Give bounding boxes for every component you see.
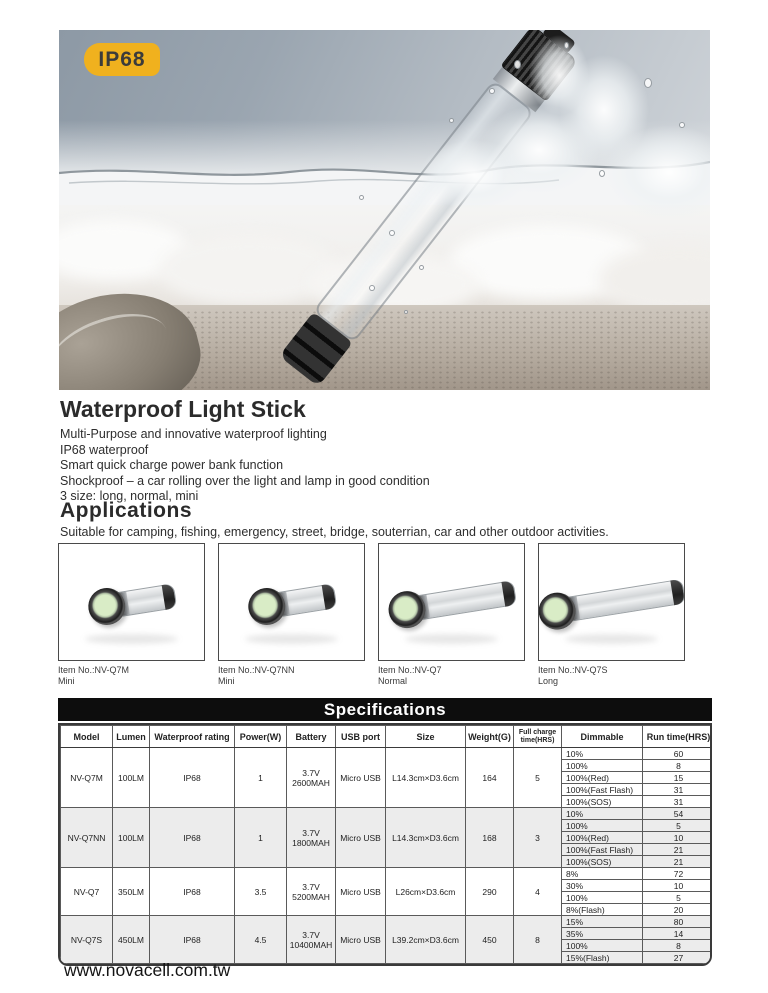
cell-usb: Micro USB	[336, 808, 386, 868]
bubble	[404, 310, 408, 314]
bubble	[359, 195, 364, 200]
cell-dimmable: 100%(Fast Flash)	[562, 844, 643, 856]
table-body	[61, 748, 713, 964]
table-row	[61, 916, 713, 928]
column-header: Size	[386, 726, 466, 748]
cell-runtime: 31	[643, 796, 713, 808]
product-photo-frame	[218, 543, 365, 661]
product-caption	[218, 665, 365, 686]
cell-battery: 3.7V 2600MAH	[287, 748, 336, 808]
cell-power: 3.5	[235, 868, 287, 916]
water-droplet	[599, 170, 605, 177]
product-card	[58, 543, 205, 686]
feature-list	[60, 427, 680, 505]
flashlight-tube	[116, 583, 177, 617]
cell-power: 1	[235, 748, 287, 808]
cell-model: NV-Q7NN	[61, 808, 113, 868]
cell-runtime: 21	[643, 844, 713, 856]
water-droplet	[679, 122, 685, 128]
product-card	[218, 543, 365, 686]
flashlight-tube	[567, 578, 685, 621]
feature-line: Smart quick charge power bank function	[60, 458, 284, 473]
cell-size: L14.3cm×D3.6cm	[386, 808, 466, 868]
water-droplet	[449, 118, 454, 123]
table-header-row	[61, 726, 713, 748]
product-caption	[538, 665, 685, 686]
cell-battery: 3.7V 5200MAH	[287, 868, 336, 916]
feature-line: IP68 waterproof	[60, 442, 149, 457]
cell-charge: 5	[514, 748, 562, 808]
table-row	[61, 748, 713, 760]
cell-weight: 450	[466, 916, 514, 964]
cell-runtime: 21	[643, 856, 713, 868]
cell-runtime: 54	[643, 808, 713, 820]
flashlight-tube	[416, 580, 517, 620]
cell-dimmable: 100%	[562, 940, 643, 952]
light-stick-image	[245, 577, 338, 627]
column-header: Weight(G)	[466, 726, 514, 748]
website-url: www.novacell.com.tw	[64, 960, 231, 980]
cell-runtime: 8	[643, 760, 713, 772]
cell-dimmable: 10%	[562, 748, 643, 760]
cell-runtime: 5	[643, 820, 713, 832]
column-header: Power(W)	[235, 726, 287, 748]
cell-dimmable: 100%	[562, 760, 643, 772]
column-header: Waterproof rating	[150, 726, 235, 748]
product-title: Waterproof Light Stick	[60, 396, 306, 422]
cell-lumen: 100LM	[113, 748, 150, 808]
cell-waterproof: IP68	[150, 868, 235, 916]
size-label: Long	[538, 675, 559, 686]
feature-line: Multi-Purpose and innovative waterproof lighting	[60, 427, 327, 441]
table-row	[61, 808, 713, 820]
cell-waterproof: IP68	[150, 748, 235, 808]
item-no-label: Item No.:NV-Q7M	[58, 665, 130, 675]
cell-weight: 168	[466, 808, 514, 868]
product-photo-frame	[58, 543, 205, 661]
cell-size: L14.3cm×D3.6cm	[386, 748, 466, 808]
cell-runtime: 10	[643, 832, 713, 844]
cell-runtime: 20	[643, 904, 713, 916]
cell-model: NV-Q7	[61, 868, 113, 916]
water-droplet	[564, 42, 569, 49]
cell-dimmable: 100%	[562, 820, 643, 832]
cell-dimmable: 100%(Red)	[562, 772, 643, 784]
cell-model: NV-Q7S	[61, 916, 113, 964]
cell-runtime: 60	[643, 748, 713, 760]
cell-dimmable: 8%	[562, 868, 643, 880]
cell-usb: Micro USB	[336, 916, 386, 964]
cell-runtime: 27	[643, 952, 713, 964]
cell-dimmable: 35%	[562, 928, 643, 940]
size-label: Mini	[58, 675, 75, 686]
cell-runtime: 10	[643, 880, 713, 892]
cell-dimmable: 8%(Flash)	[562, 904, 643, 916]
cell-battery: 3.7V 10400MAH	[287, 916, 336, 964]
product-photo-frame	[538, 543, 685, 661]
cell-model: NV-Q7M	[61, 748, 113, 808]
water-droplet	[489, 88, 495, 94]
cell-charge: 3	[514, 808, 562, 868]
item-no-label: Item No.:NV-Q7	[378, 665, 442, 675]
specifications-title: Specifications	[323, 699, 447, 719]
cell-charge: 4	[514, 868, 562, 916]
water-droplet	[644, 78, 652, 88]
water-splash	[419, 140, 529, 210]
cell-dimmable: 15%(Flash)	[562, 952, 643, 964]
cell-dimmable: 100%(Fast Flash)	[562, 784, 643, 796]
cell-lumen: 350LM	[113, 868, 150, 916]
specifications-table-wrap	[58, 723, 712, 966]
item-no-label: Item No.:NV-Q7S	[538, 665, 608, 675]
column-header: Dimmable	[562, 726, 643, 748]
cell-dimmable: 100%(SOS)	[562, 856, 643, 868]
light-stick-image	[538, 572, 685, 632]
product-gallery	[58, 543, 685, 686]
item-no-label: Item No.:NV-Q7NN	[218, 665, 295, 675]
column-header: Model	[61, 726, 113, 748]
cell-dimmable: 100%(Red)	[562, 832, 643, 844]
product-photo-frame	[378, 543, 525, 661]
cell-runtime: 8	[643, 940, 713, 952]
column-header: Run time(HRS)	[643, 726, 713, 748]
light-stick-image	[385, 574, 517, 631]
cell-usb: Micro USB	[336, 868, 386, 916]
feature-line: Shockproof – a car rolling over the light and lamp in good condition	[60, 473, 430, 488]
column-header: Battery	[287, 726, 336, 748]
cell-weight: 164	[466, 748, 514, 808]
water-droplet	[514, 60, 521, 69]
cell-runtime: 14	[643, 928, 713, 940]
product-info-section	[60, 396, 680, 505]
ip68-badge: IP68	[84, 43, 160, 76]
cell-dimmable: 100%(SOS)	[562, 796, 643, 808]
size-label: Normal	[378, 675, 408, 686]
cell-dimmable: 100%	[562, 892, 643, 904]
cell-charge: 8	[514, 916, 562, 964]
cell-waterproof: IP68	[150, 808, 235, 868]
table-row	[61, 868, 713, 880]
size-label: Mini	[218, 675, 235, 686]
applications-title: Applications	[60, 499, 193, 522]
light-stick-image	[85, 577, 178, 627]
cell-power: 4.5	[235, 916, 287, 964]
product-card	[538, 543, 685, 686]
cell-size: L39.2cm×D3.6cm	[386, 916, 466, 964]
column-header: USB port	[336, 726, 386, 748]
water-splash	[529, 35, 589, 115]
product-card	[378, 543, 525, 686]
bubble	[389, 230, 395, 236]
cell-runtime: 80	[643, 916, 713, 928]
stone	[159, 235, 339, 305]
column-header: Lumen	[113, 726, 150, 748]
cell-size: L26cm×D3.6cm	[386, 868, 466, 916]
applications-subtitle: Suitable for camping, fishing, emergency, street, bridge, souterrian, car and other outdoor activities.	[60, 525, 609, 539]
cell-runtime: 31	[643, 784, 713, 796]
cell-runtime: 15	[643, 772, 713, 784]
specifications-header-bar	[58, 698, 712, 721]
hero-image	[59, 30, 710, 390]
cell-dimmable: 10%	[562, 808, 643, 820]
bubble	[419, 265, 424, 270]
cell-lumen: 450LM	[113, 916, 150, 964]
product-caption	[378, 665, 525, 686]
flashlight-tube	[276, 583, 337, 617]
product-caption	[58, 665, 205, 686]
cell-power: 1	[235, 808, 287, 868]
cell-battery: 3.7V 1800MAH	[287, 808, 336, 868]
applications-section	[58, 499, 720, 686]
bubble	[369, 285, 375, 291]
cell-runtime: 72	[643, 868, 713, 880]
cell-runtime: 5	[643, 892, 713, 904]
cell-waterproof: IP68	[150, 916, 235, 964]
feature-line: 3 size: long, normal, mini	[60, 489, 199, 504]
column-header: Full charge time(HRS)	[514, 726, 562, 748]
cell-usb: Micro USB	[336, 748, 386, 808]
cell-dimmable: 30%	[562, 880, 643, 892]
cell-lumen: 100LM	[113, 808, 150, 868]
cell-dimmable: 15%	[562, 916, 643, 928]
cell-weight: 290	[466, 868, 514, 916]
specifications-table	[60, 725, 712, 964]
